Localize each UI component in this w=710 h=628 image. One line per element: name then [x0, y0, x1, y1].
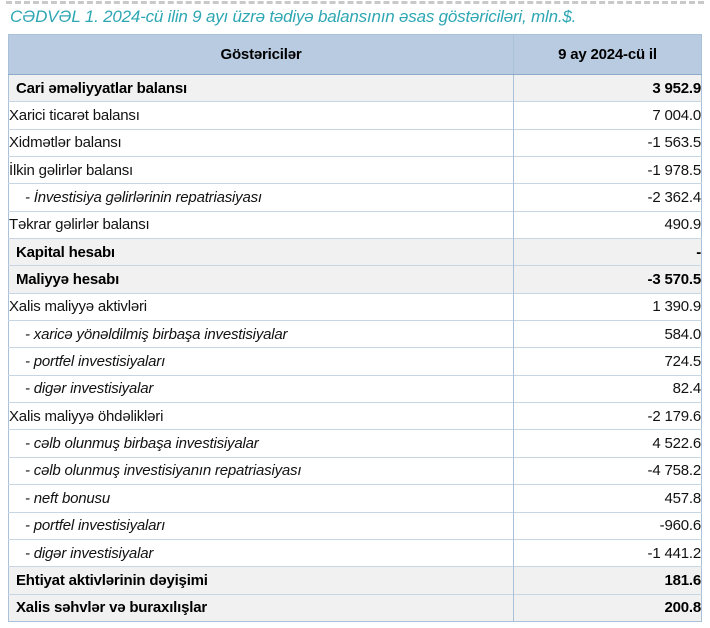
- row-label: Xalis maliyyə aktivləri: [9, 293, 514, 320]
- row-label: - cəlb olunmuş birbaşa investisiyalar: [9, 430, 514, 457]
- row-label: - cəlb olunmuş investisiyanın repatriasiyası: [9, 457, 514, 484]
- table-row: [9, 321, 702, 348]
- table-row: [9, 594, 702, 621]
- table-row: [9, 102, 702, 129]
- table-row: [9, 293, 702, 320]
- row-label: Xalis səhvlər və buraxılışlar: [9, 594, 514, 621]
- row-label: Xarici ticarət balansı: [9, 102, 514, 129]
- row-label: - xaricə yönəldilmiş birbaşa investisiyalar: [9, 321, 514, 348]
- row-value: 181.6: [514, 567, 702, 594]
- table-row: [9, 375, 702, 402]
- balance-of-payments-table: [8, 34, 702, 622]
- table-row: [9, 430, 702, 457]
- row-value: 7 004.0: [514, 102, 702, 129]
- table-row: [9, 129, 702, 156]
- column-header-period: 9 ay 2024-cü il: [514, 35, 702, 75]
- table-row: [9, 184, 702, 211]
- table-row: [9, 485, 702, 512]
- row-label: - portfel investisiyaları: [9, 348, 514, 375]
- row-label: - neft bonusu: [9, 485, 514, 512]
- row-label: Xalis maliyyə öhdəlikləri: [9, 403, 514, 430]
- column-header-indicators: Göstəricilər: [9, 35, 514, 75]
- row-value: -2 362.4: [514, 184, 702, 211]
- row-value: 200.8: [514, 594, 702, 621]
- row-value: 4 522.6: [514, 430, 702, 457]
- row-label: Maliyyə hesabı: [9, 266, 514, 293]
- row-label: - portfel investisiyaları: [9, 512, 514, 539]
- row-value: -1 563.5: [514, 129, 702, 156]
- row-label: Ehtiyat aktivlərinin dəyişimi: [9, 567, 514, 594]
- row-value: -960.6: [514, 512, 702, 539]
- table-header: [9, 35, 702, 75]
- row-label: İlkin gəlirlər balansı: [9, 157, 514, 184]
- row-value: 490.9: [514, 211, 702, 238]
- table-row: [9, 266, 702, 293]
- top-dashed-divider: [6, 1, 704, 4]
- table-row: [9, 239, 702, 266]
- row-value: -2 179.6: [514, 403, 702, 430]
- row-label: - İnvestisiya gəlirlərinin repatriasiyası: [9, 184, 514, 211]
- page-title: CƏDVƏL 1. 2024-cü ilin 9 ayı üzrə tədiyə balansının əsas göstəriciləri, mln.$.: [10, 7, 577, 26]
- row-label: Təkrar gəlirlər balansı: [9, 211, 514, 238]
- table-row: [9, 211, 702, 238]
- row-value: 584.0: [514, 321, 702, 348]
- row-label: Kapital hesabı: [9, 239, 514, 266]
- table-row: [9, 348, 702, 375]
- row-value: -1 978.5: [514, 157, 702, 184]
- table-row: [9, 512, 702, 539]
- table-row: [9, 457, 702, 484]
- row-value: 457.8: [514, 485, 702, 512]
- table-body: [9, 75, 702, 622]
- table-row: [9, 539, 702, 566]
- row-label: Xidmətlər balansı: [9, 129, 514, 156]
- row-value: -1 441.2: [514, 539, 702, 566]
- table-row: [9, 157, 702, 184]
- table-row: [9, 75, 702, 102]
- table-row: [9, 567, 702, 594]
- row-value: -4 758.2: [514, 457, 702, 484]
- row-value: 1 390.9: [514, 293, 702, 320]
- row-label: Cari əməliyyatlar balansı: [9, 75, 514, 102]
- row-label: - digər investisiyalar: [9, 539, 514, 566]
- row-value: 82.4: [514, 375, 702, 402]
- row-value: 724.5: [514, 348, 702, 375]
- table-row: [9, 403, 702, 430]
- row-value: -: [514, 239, 702, 266]
- row-label: - digər investisiyalar: [9, 375, 514, 402]
- row-value: 3 952.9: [514, 75, 702, 102]
- row-value: -3 570.5: [514, 266, 702, 293]
- table-header-row: [9, 35, 702, 75]
